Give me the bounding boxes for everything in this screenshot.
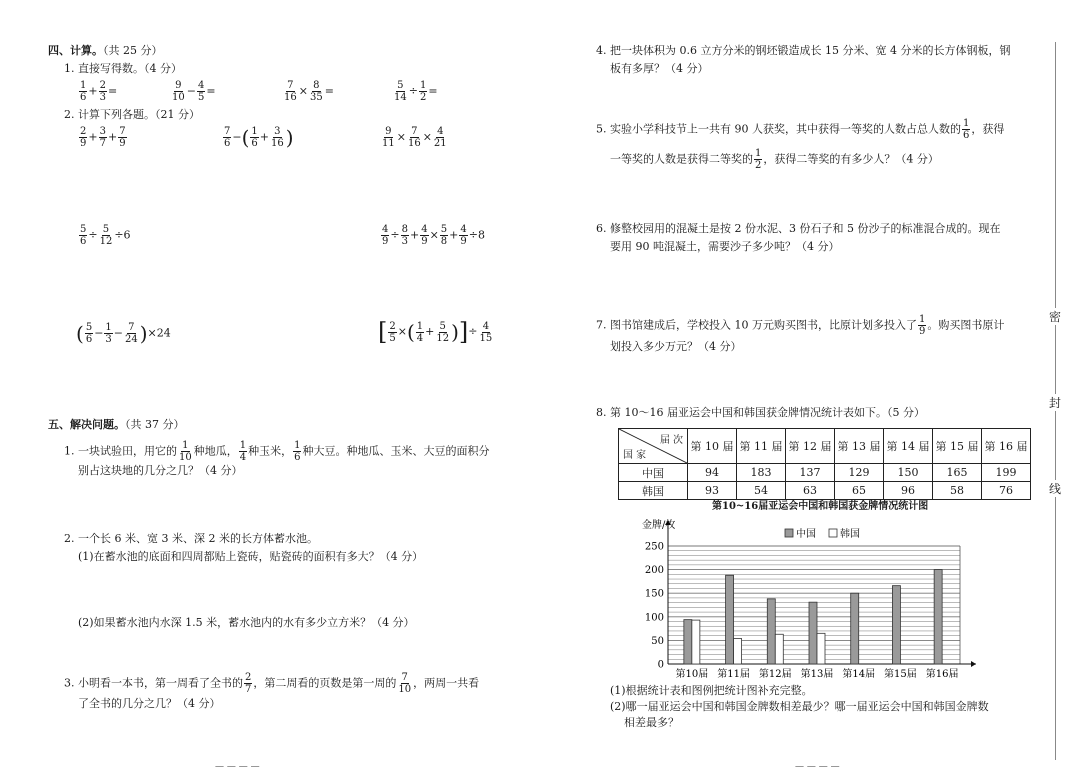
table-cell: 54 <box>737 482 786 500</box>
problem-3-line2: 了全书的几分之几？（4 分） <box>78 697 221 710</box>
table-corner-cell <box>619 429 688 464</box>
page-footer-right: — — — — <box>795 762 840 772</box>
calc-2a: $\frac{2}{9}$ + $\frac{3}{7}$ + $\frac{7}{9}$ <box>80 126 126 149</box>
table-header: 第 10 届 <box>688 429 737 464</box>
problem-5: 5. 实验小学科技节上一共有 90 人获奖，其中获得一等奖的人数占总人数的 $\frac{1}{6}$ ，获得 <box>596 118 1005 141</box>
table-header: 第 14 届 <box>884 429 933 464</box>
x-tick-label: 第12届 <box>758 669 792 680</box>
x-tick-label: 第16届 <box>925 669 959 680</box>
table-cell: 93 <box>688 482 737 500</box>
problem-2-sub2: (2)如果蓄水池内水深 1.5 米，蓄水池内的水有多少立方米？（4 分） <box>78 616 415 629</box>
table-header: 第 15 届 <box>933 429 982 464</box>
table-cell: 58 <box>933 482 982 500</box>
table-cell: 165 <box>933 464 982 482</box>
corner-label-bottom: 国 家 <box>623 450 647 461</box>
bar-korea <box>734 639 742 664</box>
y-tick-label: 0 <box>657 659 664 671</box>
problem-2-sub1: (1)在蓄水池的底面和四周都贴上瓷砖，贴瓷砖的面积有多大？（4 分） <box>78 550 424 563</box>
bar-korea <box>817 633 825 664</box>
table-cell: 199 <box>982 464 1031 482</box>
problem-8-sub2: (2)哪一届亚运会中国和韩国金牌数相差最少？哪一届亚运会中国和韩国金牌数 <box>610 700 989 713</box>
table-row-label: 中国 <box>619 464 688 482</box>
problem-8-sub2-line2: 相差最多？ <box>624 716 679 729</box>
y-tick-label: 150 <box>644 588 664 600</box>
y-tick-label: 250 <box>644 541 664 553</box>
bar-china <box>726 575 734 664</box>
table-cell: 183 <box>737 464 786 482</box>
legend-swatch <box>829 529 837 537</box>
bar-china <box>684 620 692 664</box>
page-footer-left: — — — — <box>215 762 260 772</box>
problem-2: 2. 一个长 6 米、宽 3 米、深 2 米的长方体蓄水池。 <box>64 532 318 545</box>
calc-2g: [ $\frac{2}{5}$ ×( $\frac{1}{4}$ + $\frac{5}{12}$ )]÷ $\frac{4}{15}$ <box>378 318 493 346</box>
problem-7-line2: 划投入多少万元？（4 分） <box>610 340 742 353</box>
table-cell: 96 <box>884 482 933 500</box>
table-header: 第 11 届 <box>737 429 786 464</box>
table-cell: 137 <box>786 464 835 482</box>
y-axis-label: 金牌/枚 <box>642 520 676 531</box>
problem-4-line2: 板有多厚？（4 分） <box>610 62 709 75</box>
calc-1b: $\frac{9}{10}$ − $\frac{4}{5}$ = <box>172 80 216 103</box>
x-axis-arrow <box>971 661 976 667</box>
problem-1-line2: 别占这块地的几分之几？（4 分） <box>78 464 243 477</box>
problem-6: 6. 修整校园用的混凝土是按 2 份水泥、3 份石子和 5 份沙子的标准混合成的。现在 <box>596 222 1001 235</box>
table-cell: 129 <box>835 464 884 482</box>
bar-china <box>892 586 900 664</box>
problem-8-sub1: (1)根据统计表和图例把统计图补充完整。 <box>610 684 813 697</box>
medal-bar-chart <box>630 514 1030 686</box>
calc-2d: $\frac{5}{6}$ ÷ $\frac{5}{12}$ ÷6 <box>80 224 131 247</box>
right-page <box>540 0 1080 770</box>
bar-china <box>809 602 817 664</box>
table-cell: 94 <box>688 464 737 482</box>
chart-title: 第10~16届亚运会中国和韩国获金牌情况统计图 <box>712 501 929 512</box>
table-header: 第 13 届 <box>835 429 884 464</box>
table-header: 第 12 届 <box>786 429 835 464</box>
left-page <box>0 0 540 770</box>
bar-korea <box>775 634 783 664</box>
problem-6-line2: 要用 90 吨混凝土，需要沙子多少吨？（4 分） <box>610 240 840 253</box>
legend-label: 中国 <box>796 529 816 540</box>
problem-7: 7. 图书馆建成后，学校投入 10 万元购买图书，比原计划多投入了 $\frac{1}{9}$ 。购买图书原计 <box>596 314 1005 337</box>
x-tick-label: 第10届 <box>675 669 709 680</box>
table-header: 第 16 届 <box>982 429 1031 464</box>
y-tick-label: 100 <box>644 612 664 624</box>
seal-char-3: 线 <box>1048 482 1061 496</box>
table-row <box>619 464 1031 482</box>
calc-2e: $\frac{4}{9}$ ÷ $\frac{8}{3}$ + $\frac{4}{9}$ × $\frac{5}{8}$ + $\frac{4}{9}$ ÷8 <box>382 224 485 247</box>
problem-8: 8. 第 10～16 届亚运会中国和韩国获金牌情况统计表如下。（5 分） <box>596 406 925 419</box>
calc-1a: $\frac{1}{6}$ + $\frac{2}{3}$ = <box>80 80 118 103</box>
problem-3: 3. 小明看一本书，第一周看了全书的 $\frac{2}{7}$ ，第二周看的页数是第一周的 $\frac{7}{10}$ ，两周一共看 <box>64 672 480 695</box>
x-tick-label: 第11届 <box>717 669 750 680</box>
calc-1c: $\frac{7}{16}$ × $\frac{8}{35}$ = <box>284 80 334 103</box>
legend-swatch <box>785 529 793 537</box>
calc-1d: $\frac{5}{14}$ ÷ $\frac{1}{2}$ = <box>394 80 438 103</box>
corner-label-top: 届 次 <box>659 435 683 446</box>
problem-1: 1. 一块试验田，用它的 $\frac{1}{10}$ 种地瓜， $\frac{1}{4}$ 种玉米， $\frac{1}{6}$ 种大豆。种地瓜、玉米、大豆的面积分 <box>64 440 490 463</box>
table-row <box>619 482 1031 500</box>
calc-2c: $\frac{9}{11}$ × $\frac{7}{16}$ × $\frac{4}{21}$ <box>382 126 447 149</box>
table-cell: 65 <box>835 482 884 500</box>
y-tick-label: 50 <box>651 635 664 647</box>
bar-korea <box>692 620 700 664</box>
problem-5-line2: 一等奖的人数是获得二等奖的 $\frac{1}{2}$ ，获得二等奖的有多少人？（4 分） <box>610 148 939 171</box>
bar-china <box>767 599 775 664</box>
section4-q2-label: 2. 计算下列各题。（21 分） <box>64 108 200 121</box>
section5-heading: 五、解决问题。（共 37 分） <box>48 418 185 431</box>
x-tick-label: 第14届 <box>842 669 876 680</box>
table-cell: 63 <box>786 482 835 500</box>
table-cell: 150 <box>884 464 933 482</box>
x-tick-label: 第15届 <box>884 669 917 680</box>
bar-china <box>934 570 942 664</box>
table-cell: 76 <box>982 482 1031 500</box>
medal-stats-table <box>618 428 1031 500</box>
seal-char-1: 密 <box>1048 310 1061 324</box>
y-tick-label: 200 <box>644 565 664 577</box>
problem-4: 4. 把一块体积为 0.6 立方分米的钢坯锻造成长 15 分米、宽 4 分米的长方体钢板，钢 <box>596 44 1011 57</box>
seal-char-2: 封 <box>1048 396 1061 410</box>
legend-label: 韩国 <box>840 529 860 540</box>
calc-2b: $\frac{7}{6}$ −( $\frac{1}{6}$ + $\frac{3}{16}$ ) <box>224 125 294 150</box>
table-row-label: 韩国 <box>619 482 688 500</box>
x-tick-label: 第13届 <box>800 669 834 680</box>
section4-q1-label: 1. 直接写得数。（4 分） <box>64 62 182 75</box>
bar-china <box>851 593 859 664</box>
section4-heading: 四、计算。（共 25 分） <box>48 44 163 57</box>
calc-2f: ( $\frac{5}{6}$ − $\frac{1}{3}$ − $\frac{7}{24}$ )×24 <box>76 321 171 346</box>
